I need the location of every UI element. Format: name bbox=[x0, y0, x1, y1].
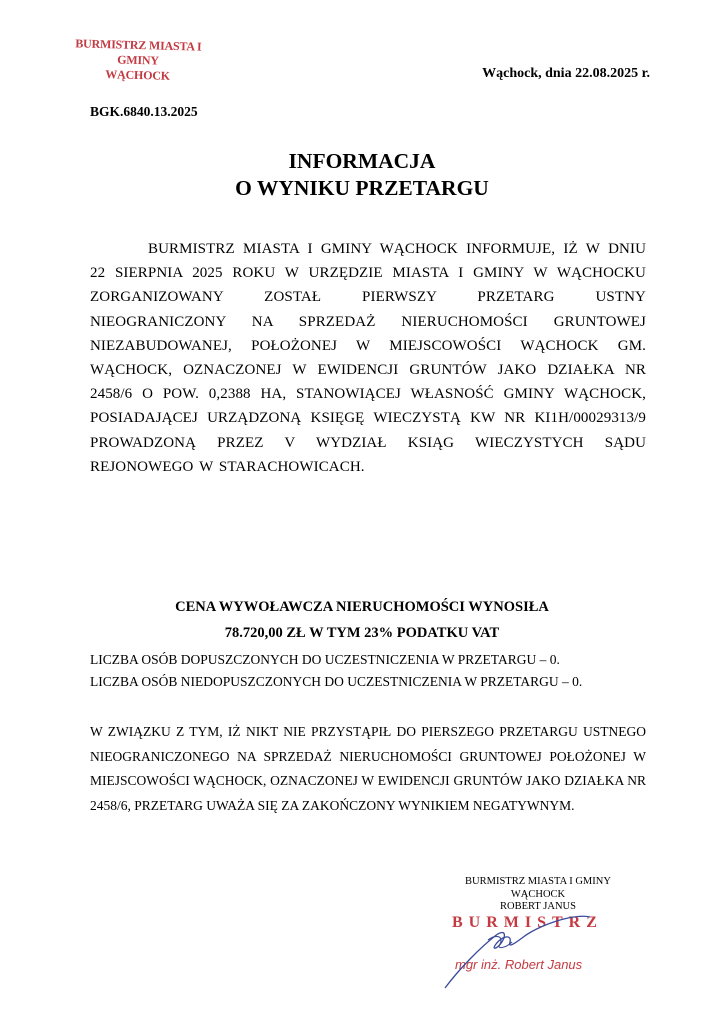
price-line2: 78.720,00 ZŁ W TYM 23% PODATKU VAT bbox=[224, 625, 500, 641]
signature-stroke-2 bbox=[488, 937, 512, 948]
signature-stroke bbox=[445, 916, 590, 988]
office-stamp bbox=[57, 36, 218, 85]
participant-counts bbox=[90, 649, 582, 693]
handwritten-signature bbox=[440, 908, 600, 992]
document-title bbox=[0, 148, 724, 202]
conclusion-paragraph: W ZWIĄZKU Z TYM, IŻ NIKT NIE PRZYSTĄPIŁ DO PIERSZEGO PRZETARGU USTNEGO NIEOGRANICZONEGO NA SPRZEDAŻ NIERUCHOMOŚCI GRUNTOWEJ POŁOŻONEJ W MIEJSCOWOŚCI WĄCHOCK, OZNACZONEJ W EWIDENCJI GRUNTÓW JAKO DZIAŁKA NR 2458/6, PRZETARG UWAŻA SIĘ ZA ZAKOŃCZONY WYNIKIEM NEGATYWNYM. bbox=[90, 724, 646, 813]
office-stamp-line1: BURMISTRZ MIASTA I GMINY bbox=[75, 36, 202, 68]
signature-line3: ROBERT JANUS bbox=[500, 901, 576, 912]
title-line2: O WYNIKU PRZETARGU bbox=[235, 176, 489, 200]
price-line1: CENA WYWOŁAWCZA NIERUCHOMOŚCI WYNOSIŁA bbox=[175, 599, 549, 615]
title-line1: INFORMACJA bbox=[288, 149, 436, 173]
starting-price bbox=[0, 594, 724, 646]
signature-line2: WĄCHOCK bbox=[510, 888, 566, 900]
place-and-date: Wąchock, dnia 22.08.2025 r. bbox=[482, 66, 650, 81]
reference-number: BGK.6840.13.2025 bbox=[90, 104, 198, 119]
signature-stamp-title: BURMISTRZ bbox=[452, 914, 603, 931]
office-stamp-line2: WĄCHOCK bbox=[105, 67, 171, 83]
not-admitted-count: LICZBA OSÓB NIEDOPUSZCZONYCH DO UCZESTNICZENIA W PRZETARGU – 0. bbox=[90, 674, 583, 689]
signature-stamp-name: mgr inż. Robert Janus bbox=[455, 957, 583, 972]
signature-line1: BURMISTRZ MIASTA I GMINY bbox=[465, 876, 611, 887]
main-paragraph: BURMISTRZ MIASTA I GMINY WĄCHOCK INFORMUJE, IŻ W DNIU 22 SIERPNIA 2025 ROKU W URZĘDZIE MIASTA I GMINY W WĄCHOCKU ZORGANIZOWANY ZOSTAŁ PIERWSZY PRZETARG USTNY NIEOGRANICZONY NA SPRZEDAŻ NIERUCHOMOŚCI GRUNTOWEJ NIEZABUDOWANEJ, POŁOŻONEJ W MIEJSCOWOŚCI WĄCHOCK GM. WĄCHOCK, OZNACZONEJ W EWIDENCJI GRUNTÓW JAKO DZIAŁKA NR 2458/6 O POW. 0,2388 HA, STANOWIĄCEJ WŁASNOŚĆ GMINY WĄCHOCK, POSIADAJĄCEJ URZĄDZONĄ KSIĘGĘ WIECZYSTĄ KW NR KI1H/00029313/9 PROWADZONĄ PRZEZ V WYDZIAŁ KSIĄG WIECZYSTYCH SĄDU REJONOWEGO W STARACHOWICACH. bbox=[90, 241, 646, 475]
admitted-count: LICZBA OSÓB DOPUSZCZONYCH DO UCZESTNICZENIA W PRZETARGU – 0. bbox=[90, 652, 560, 667]
